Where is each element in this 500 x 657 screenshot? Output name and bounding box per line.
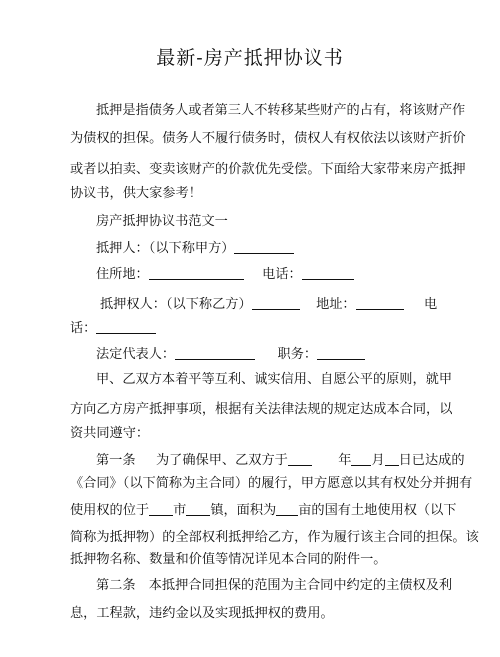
article2-line-1: 第二条 本抵押合同担保的范围为主合同中约定的主债权及利: [96, 578, 453, 593]
month-blank: [351, 452, 371, 466]
mortgagee-blank: [252, 296, 300, 310]
address-field: [96, 266, 354, 283]
legal-rep-label: 法定代表人：: [96, 347, 176, 362]
address2-label: 地址：: [316, 297, 356, 312]
day-blank: [385, 452, 399, 466]
sample-heading: 房产抵押协议书范文一: [96, 214, 228, 229]
area-blank: [276, 502, 298, 516]
phone-label: 电话：: [262, 267, 302, 282]
town-blank: [186, 502, 210, 516]
article1-line-1: [96, 452, 465, 469]
mortgagor-field: [96, 240, 294, 257]
phone-blank: [302, 266, 354, 280]
mortgagor-blank: [234, 240, 294, 254]
city-blank: [149, 502, 173, 516]
article1-number: 第一条: [96, 453, 136, 468]
city-label: 市: [173, 503, 187, 518]
article2-line-2: 息，工程款，违约金以及实现抵押权的费用。: [70, 606, 334, 621]
preamble-line-1: 甲、乙双方本着平等互利、诚实信用、自愿公平的原则，就甲: [96, 372, 453, 387]
mortgagor-label: 抵押人：（以下称甲方）: [96, 241, 235, 256]
article1-line-4: 简称为抵押物）的全部权利抵押给乙方，作为履行该主合同的担保。该: [70, 530, 479, 545]
article1-line-2: 《合同》（以下简称为主合同）的履行，甲方愿意以其有权处分并拥有: [70, 476, 473, 491]
year-label: 年: [338, 453, 352, 468]
article1-line-3: [70, 502, 457, 519]
year-blank: [288, 452, 312, 466]
preamble-line-3: 资共同遵守：: [70, 426, 150, 441]
mortgagee-label: 抵押权人：（以下称乙方）: [100, 297, 252, 312]
intro-line-4: 协议书，供大家参考！: [70, 186, 202, 201]
month-label: 月: [371, 453, 385, 468]
address-blank: [149, 266, 244, 280]
phone2-label-a: 电: [424, 297, 438, 312]
article1-text-d: 镇，面积为: [210, 503, 277, 518]
position-label: 职务：: [277, 347, 318, 362]
article1-text-c: 使用权的位于: [70, 503, 150, 518]
mortgagee-field: [100, 296, 437, 313]
article1-line-5: 抵押物名称、数量和价值等情况详见本合同的附件一。: [70, 552, 387, 567]
legal-rep-blank: [175, 346, 255, 360]
intro-line-2: 为债权的担保。债务人不履行债务时，债权人有权依法以该财产折价: [70, 131, 466, 146]
phone2-blank: [96, 320, 156, 334]
article1-text-a: 为了确保甲、乙双方于: [155, 453, 288, 468]
document-title: 最新-房产抵押协议书: [156, 47, 344, 69]
address2-blank: [356, 296, 404, 310]
article1-text-b: 日已达成的: [398, 453, 465, 468]
position-blank: [317, 346, 365, 360]
preamble-line-2: 方向乙方房产抵押事项，根据有关法律法规的规定达成本合同，以: [70, 402, 453, 417]
phone2-field: [70, 320, 156, 337]
phone2-label-b: 话：: [70, 321, 97, 336]
intro-line-1: 抵押是指债务人或者第三人不转移某些财产的占有，将该财产作: [96, 103, 466, 118]
address-label: 住所地：: [96, 267, 149, 282]
article1-text-e: 亩的国有土地使用权（以下: [298, 503, 457, 518]
legal-rep-field: [96, 346, 365, 363]
intro-line-3: 或者以拍卖、变卖该财产的价款优先受偿。下面给大家带来房产抵押: [70, 162, 466, 177]
